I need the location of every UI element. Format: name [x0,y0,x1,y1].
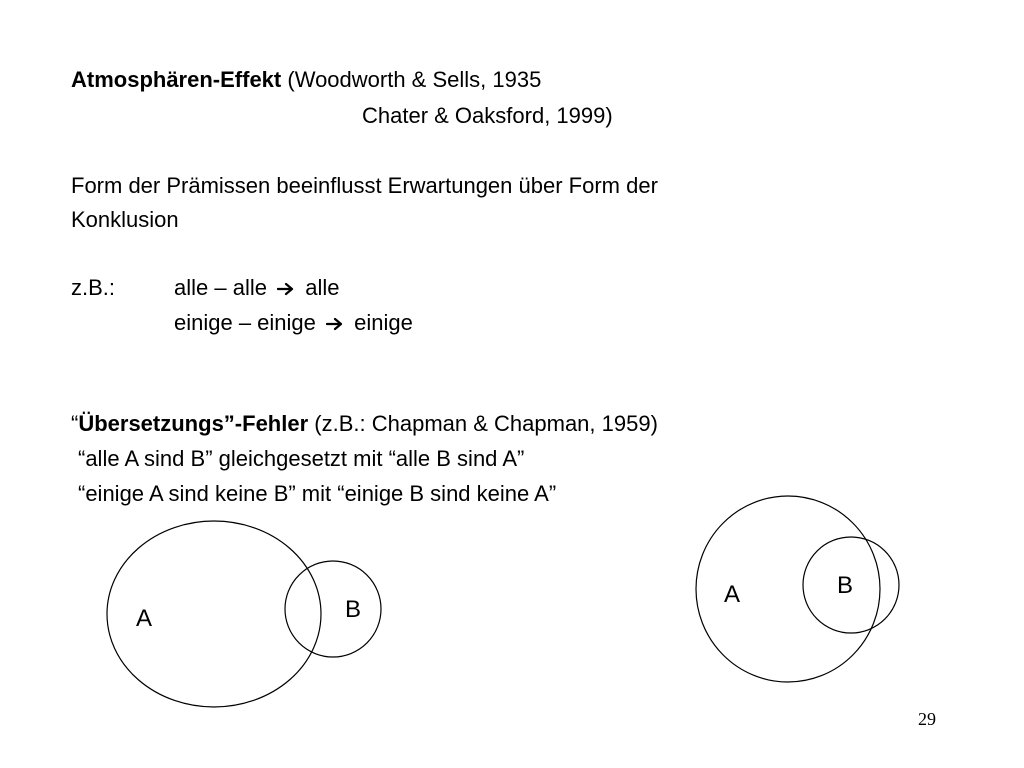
translation-citation: (z.B.: Chapman & Chapman, 1959) [314,411,658,436]
example-1-premises: alle – alle [174,275,267,300]
overlap-diagram [107,521,381,707]
set-b-label: B [837,572,854,599]
example-2-conclusion: einige [354,310,413,335]
translation-line-1: “alle A sind B” gleichgesetzt mit “alle B sind A” [78,446,525,471]
set-b-circle [285,561,381,657]
set-a-label: A [724,581,741,608]
set-a-label: A [136,605,153,632]
example-1-conclusion: alle [305,275,340,300]
example-prefix: z.B.: [71,275,116,300]
set-b-label: B [345,596,362,623]
translation-line-2: “einige A sind keine B” mit “einige B sind keine A” [78,481,557,506]
atmosphere-title: Atmosphären-Effekt [71,67,282,92]
atmosphere-citation-1: (Woodworth & Sells, 1935 [287,67,542,92]
description-line-1: Form der Prämissen beeinflusst Erwartungen über Form der [71,173,658,198]
atmosphere-citation-2: Chater & Oaksford, 1999) [362,103,613,128]
translation-title: Übersetzungs”-Fehler [78,411,309,436]
contained-diagram [696,496,899,682]
description-line-2: Konklusion [71,207,179,232]
translation-open-quote: “ [71,411,79,436]
page-number: 29 [918,709,936,729]
example-2-premises: einige – einige [174,310,316,335]
